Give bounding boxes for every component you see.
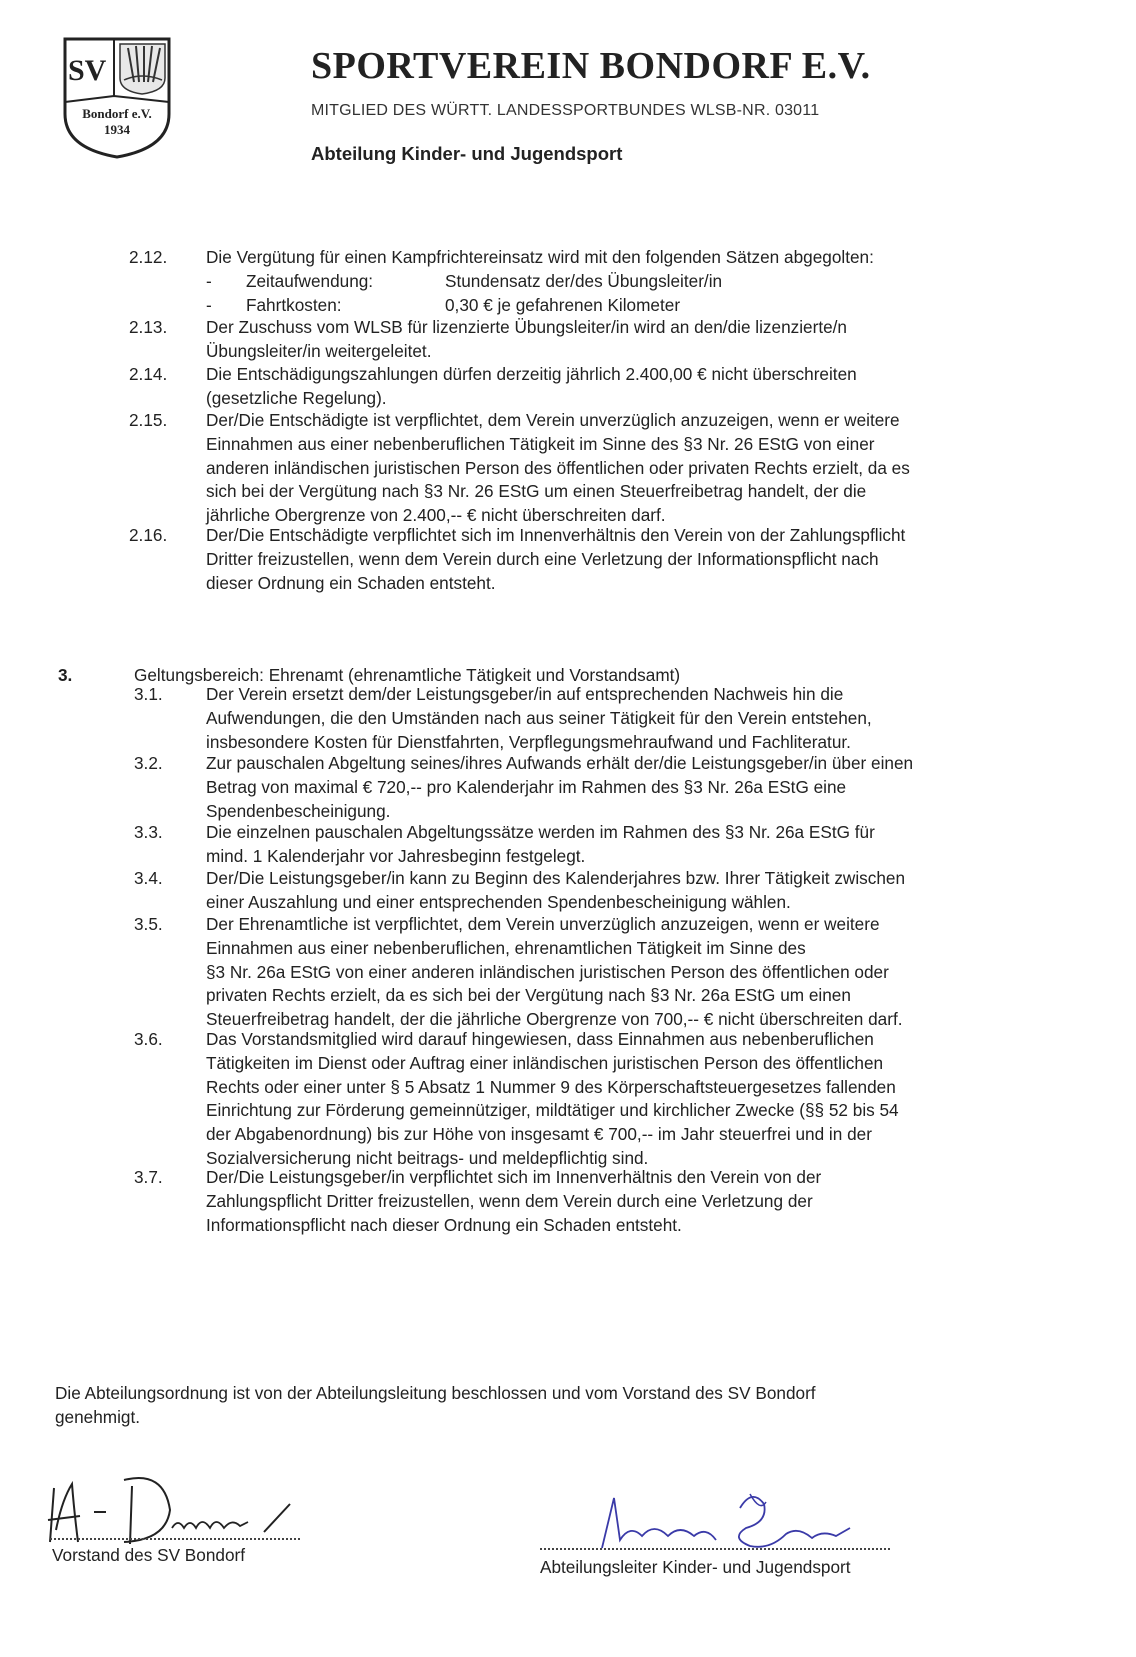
clause-text: jährliche Obergrenze von 2.400,-- € nicht überschreiten darf. xyxy=(206,505,666,526)
section-3-number: 3. xyxy=(58,665,73,685)
membership-line: MITGLIED DES WÜRTT. LANDESSPORTBUNDES WLSB-NR. 03011 xyxy=(311,102,820,119)
clause-number: 2.15. xyxy=(129,410,168,430)
clause-text: Einnahmen aus einer nebenberuflichen, ehrenamtlichen Tätigkeit im Sinne des xyxy=(206,937,806,958)
clause-text: sich bei der Vergütung nach §3 Nr. 26 EStG um einen Steuerfreibetrag handelt, der die xyxy=(206,481,867,502)
clause-number: 3.6. xyxy=(134,1029,163,1049)
clause-text: einer Auszahlung und einer entsprechenden Spendenbescheinigung wählen. xyxy=(206,891,791,912)
logo-club-name: Bondorf e.V. xyxy=(82,106,152,121)
clause-text: Das Vorstandsmitglied wird darauf hingewiesen, dass Einnahmen aus nebenberuflichen xyxy=(206,1029,874,1049)
department-name: Abteilung Kinder- und Jugendsport xyxy=(311,143,623,164)
clause-text: §3 Nr. 26a EStG von einer anderen inländischen juristischen Person des öffentlichen oder xyxy=(206,961,889,982)
signature-line-left xyxy=(50,1538,300,1540)
clause-text: Der/Die Entschädigte verpflichtet sich im Innenverhältnis den Verein von der Zahlungspflicht xyxy=(206,525,906,545)
clause-number: 3.4. xyxy=(134,868,163,888)
clause-text: der Abgabenordnung) bis zur Höhe von insgesamt € 700,-- im Jahr steuerfrei und in der xyxy=(206,1124,872,1145)
approval-statement: Die Abteilungsordnung ist von der Abteilungsleitung beschlossen und vom Vorstand des SV Bondorf genehmigt. xyxy=(55,1383,816,1427)
clause-text: Steuerfreibetrag handelt, der die jährliche Obergrenze von 700,-- € nicht überschreiten darf. xyxy=(206,1009,903,1030)
clause-text: (gesetzliche Regelung). xyxy=(206,387,387,408)
clause-number: 2.14. xyxy=(129,364,168,384)
clause-text: Informationspflicht nach dieser Ordnung ein Schaden entsteht. xyxy=(206,1214,682,1235)
bullet-item: - Zeitaufwendung: Stundensatz der/des Übungsleiter/in xyxy=(206,270,723,291)
clause-text: anderen inländischen juristischen Person des öffentlichen oder privaten Rechts erzielt, da es xyxy=(206,457,910,478)
clause-text: Die Entschädigungszahlungen dürfen derzeitig jährlich 2.400,00 € nicht überschreiten xyxy=(206,364,857,384)
clause-number: 2.16. xyxy=(129,525,168,545)
clause-text: Der/Die Entschädigte ist verpflichtet, dem Verein unverzüglich anzuzeigen, wenn er weitere xyxy=(206,410,900,430)
clause-text: Zahlungspflicht Dritter freizustellen, wenn dem Verein durch eine Verletzung der xyxy=(206,1190,813,1211)
wheat-coat-of-arms-icon xyxy=(120,44,165,94)
clause-text: Aufwendungen, die den Umständen nach aus seiner Tätigkeit für den Verein entstehen, xyxy=(206,707,872,728)
clause-text: Der Zuschuss vom WLSB für lizenzierte Übungsleiter/in wird an den/die lizenzierte/n xyxy=(206,317,847,337)
clause-number: 3.5. xyxy=(134,914,163,934)
department-head-caption: Abteilungsleiter Kinder- und Jugendsport xyxy=(540,1557,851,1577)
clause-text: Der Ehrenamtliche ist verpflichtet, dem Verein unverzüglich anzuzeigen, wenn er weitere xyxy=(206,914,880,934)
board-signature-caption: Vorstand des SV Bondorf xyxy=(52,1545,246,1565)
bullet-item: - Fahrtkosten: 0,30 € je gefahrenen Kilometer xyxy=(206,294,681,315)
clause-text: Zur pauschalen Abgeltung seines/ihres Aufwands erhält der/die Leistungsgeber/in über einen xyxy=(206,753,914,773)
clause-text: Einrichtung zur Förderung gemeinnütziger, mildtätiger und kirchlicher Zwecke (§§ 52 bis 54 xyxy=(206,1100,899,1121)
clause-text: privaten Rechts erzielt, da es sich bei der Vergütung nach §3 Nr. 26a EStG um einen xyxy=(206,985,851,1006)
clause-text: Rechts oder einer unter § 5 Absatz 1 Nummer 9 des Körperschaftsteuergesetzes fallenden xyxy=(206,1076,896,1097)
clause-number: 3.2. xyxy=(134,753,163,773)
clause-text: Betrag von maximal € 720,-- pro Kalenderjahr im Rahmen des §3 Nr. 26a EStG eine xyxy=(206,776,847,797)
clause-text: insbesondere Kosten für Dienstfahrten, Verpflegungsmehraufwand und Fachliteratur. xyxy=(206,731,851,752)
clause-text: Der Verein ersetzt dem/der Leistungsgeber/in auf entsprechenden Nachweis hin die xyxy=(206,684,844,704)
clause-text: mind. 1 Kalenderjahr vor Jahresbeginn festgelegt. xyxy=(206,845,586,866)
clause-text: Der/Die Leistungsgeber/in verpflichtet sich im Innenverhältnis den Verein von der xyxy=(206,1167,822,1187)
document-title: SPORTVEREIN BONDORF E.V. xyxy=(311,45,871,87)
clause-number: 3.1. xyxy=(134,684,163,704)
club-logo-crest xyxy=(62,36,172,160)
clause-text: Tätigkeiten im Dienst oder Auftrag einer inländischen juristischen Person des öffentlichen xyxy=(206,1052,884,1073)
logo-sv-text: SV xyxy=(68,54,107,87)
clause-number: 3.7. xyxy=(134,1167,163,1187)
clause-number: 2.13. xyxy=(129,317,168,337)
clause-text: Übungsleiter/in weitergeleitet. xyxy=(206,340,432,361)
clause-text: Sozialversicherung nicht beitrags- und meldepflichtig sind. xyxy=(206,1147,649,1168)
clause-text: Der/Die Leistungsgeber/in kann zu Beginn des Kalenderjahres bzw. Ihrer Tätigkeit zwischen xyxy=(206,868,906,888)
clause-number: 2.12. xyxy=(129,247,168,267)
clause-text: dieser Ordnung ein Schaden entsteht. xyxy=(206,572,496,593)
logo-year: 1934 xyxy=(104,122,130,137)
clause-text: Dritter freizustellen, wenn dem Verein durch eine Verletzung der Informationspflicht nach xyxy=(206,548,879,569)
clause-text: Die Vergütung für einen Kampfrichtereinsatz wird mit den folgenden Sätzen abgegolten: xyxy=(206,247,874,267)
clause-text: Die einzelnen pauschalen Abgeltungssätze werden im Rahmen des §3 Nr. 26a EStG für xyxy=(206,822,875,842)
signature-line-right xyxy=(540,1548,890,1550)
clause-number: 3.3. xyxy=(134,822,163,842)
section-3-heading: Geltungsbereich: Ehrenamt (ehrenamtliche Tätigkeit und Vorstandsamt) xyxy=(134,665,681,685)
clause-text: Spendenbescheinigung. xyxy=(206,800,391,821)
clause-text: Einnahmen aus einer nebenberuflichen Tätigkeit im Sinne des §3 Nr. 26 EStG von einer xyxy=(206,433,875,454)
